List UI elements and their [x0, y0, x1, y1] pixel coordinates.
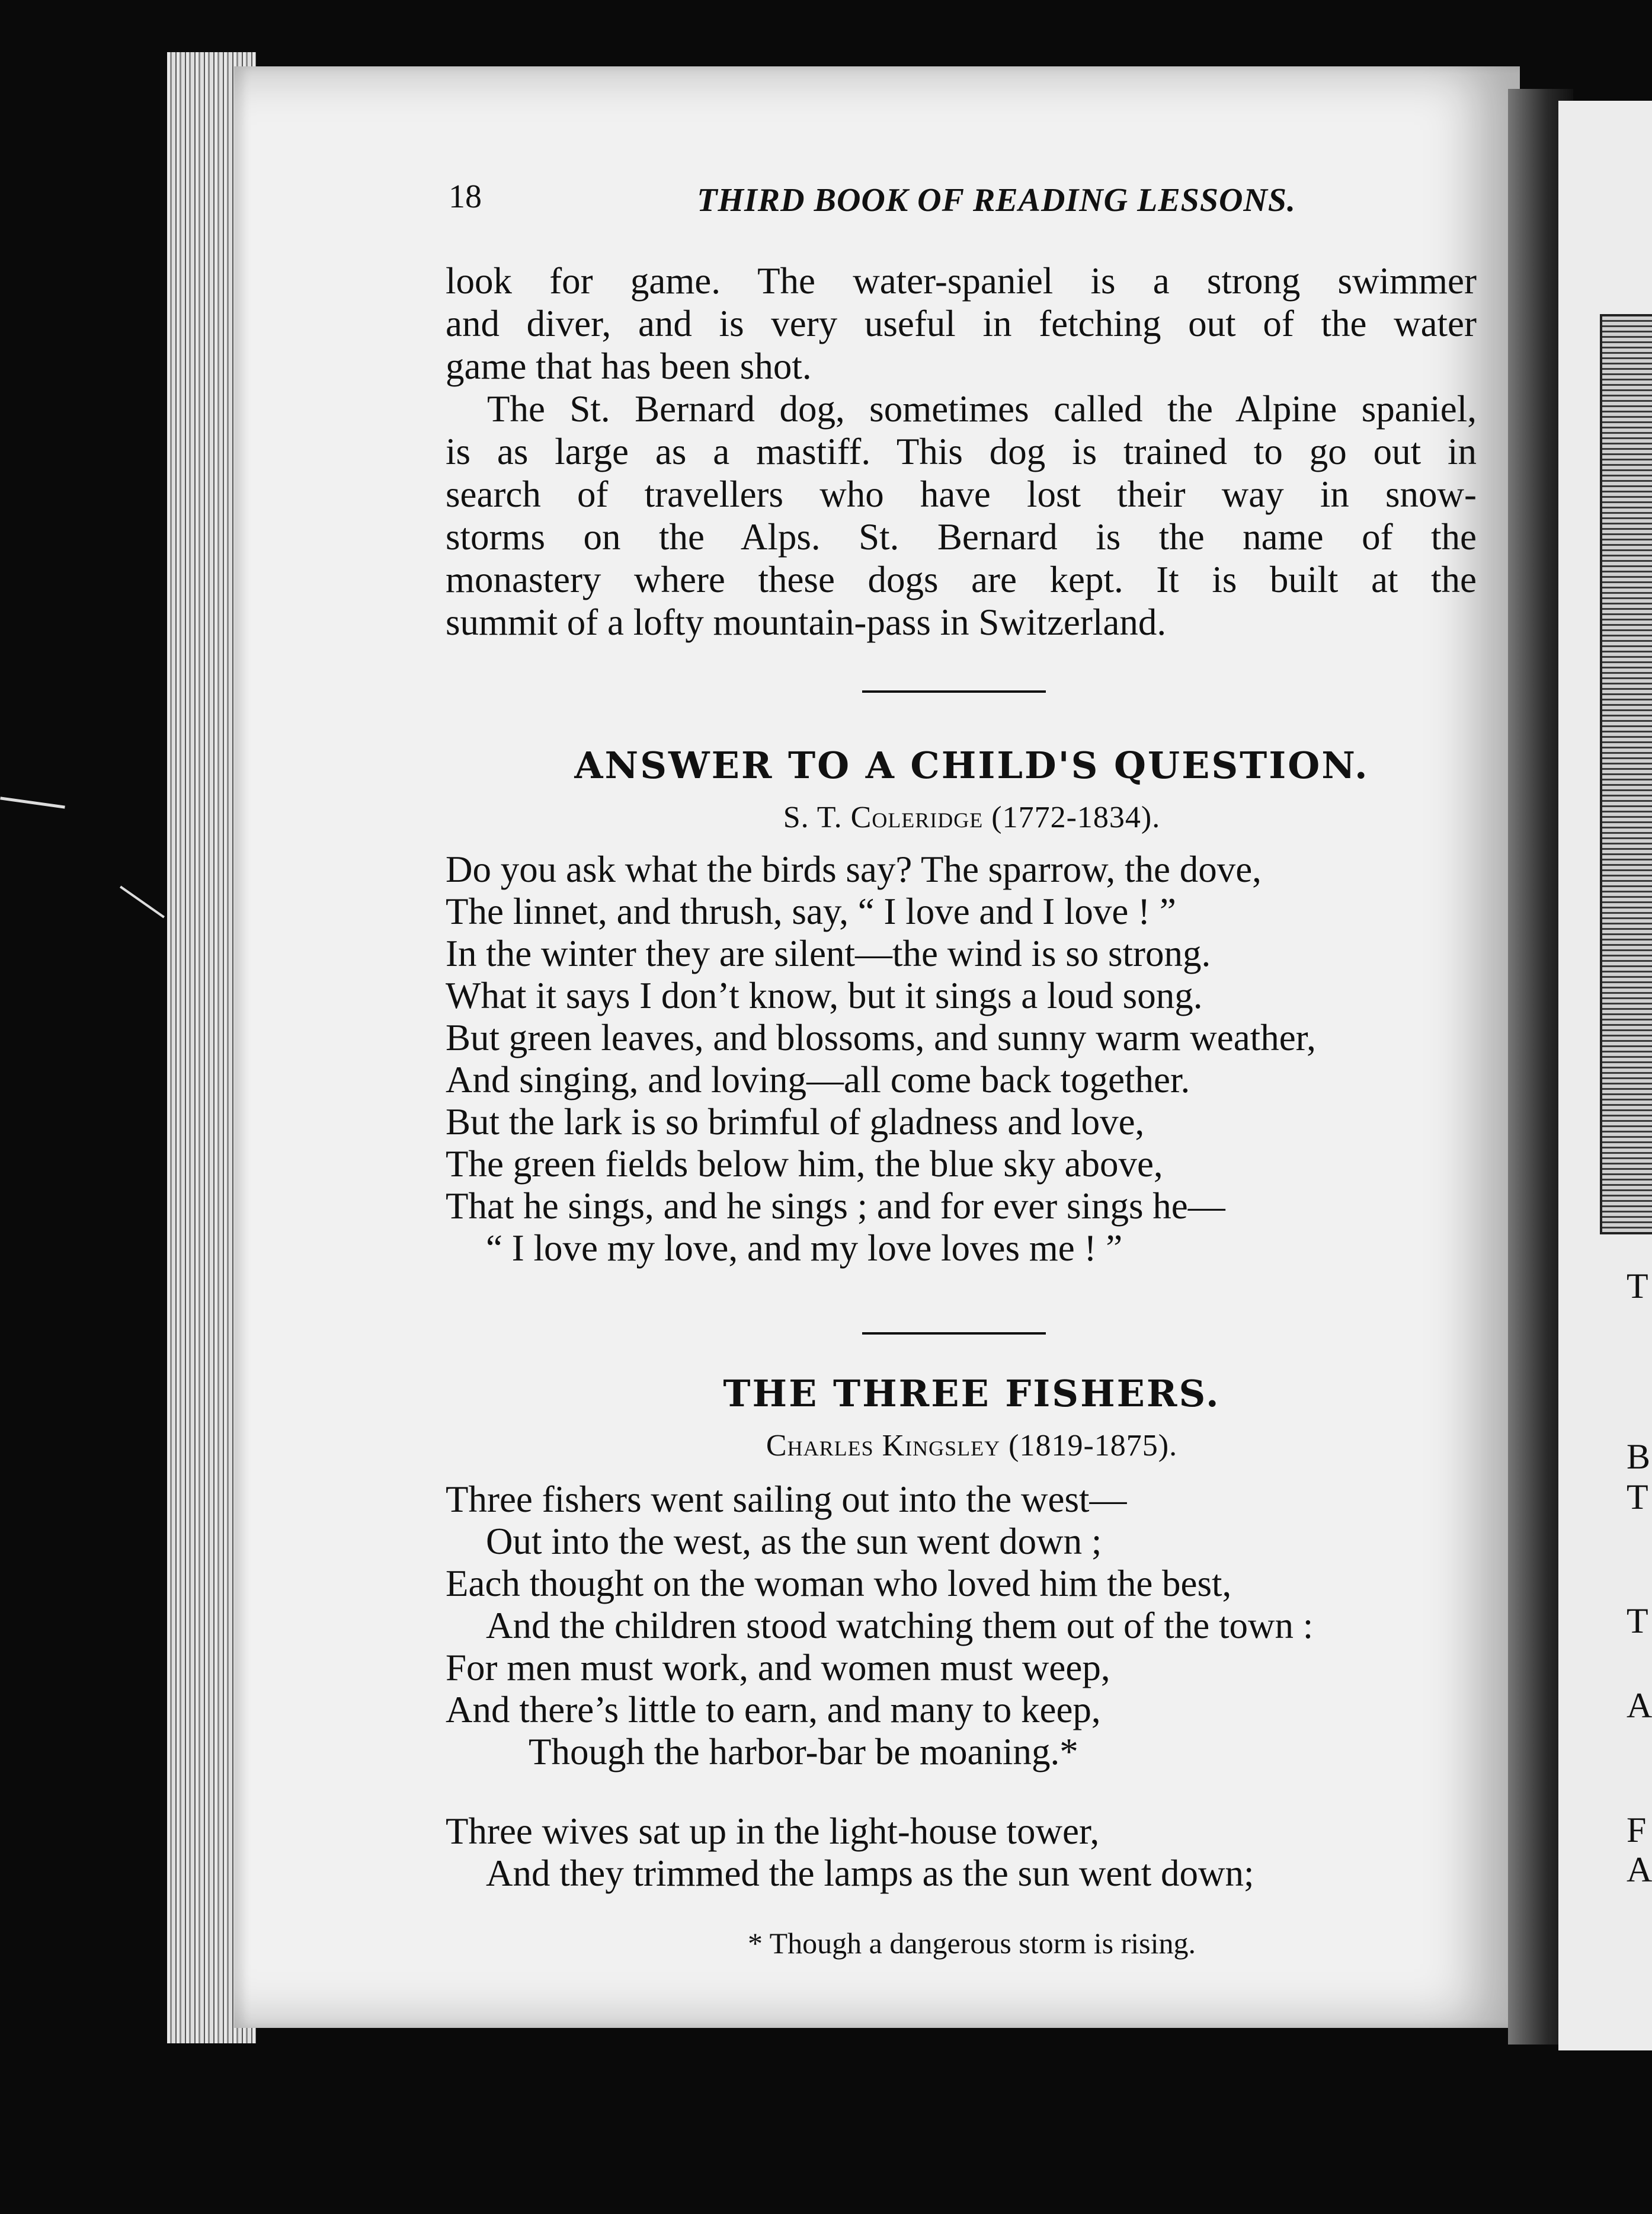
poem-line: For men must work, and women must weep,	[446, 1647, 1110, 1688]
poem-line: Three wives sat up in the light-house tower,	[446, 1810, 1100, 1852]
prose-section	[446, 260, 1477, 644]
poem-line: And the children stood watching them out of the town :	[486, 1605, 1314, 1646]
section-divider	[862, 690, 1046, 693]
facing-page-letter: B	[1627, 1437, 1651, 1476]
poem-line: And they trimmed the lamps as the sun went down;	[486, 1853, 1254, 1894]
poem-line: But the lark is so brimful of gladness and love,	[446, 1101, 1145, 1143]
facing-page-letter: A	[1627, 1850, 1652, 1889]
prose-line: search of travellers who have lost their way in snow-	[446, 473, 1477, 515]
poem-line: In the winter they are silent—the wind is so strong.	[446, 933, 1211, 974]
poem-line: The green fields below him, the blue sky above,	[446, 1143, 1163, 1185]
poem-line: Out into the west, as the sun went down ;	[486, 1521, 1102, 1562]
prose-line: summit of a lofty mountain-pass in Switzerland.	[446, 602, 1167, 643]
poem-line: Three fishers went sailing out into the west—	[446, 1479, 1127, 1520]
section-divider	[862, 1332, 1046, 1335]
prose-line: The St. Bernard dog, sometimes called the Alpine spaniel,	[487, 388, 1477, 430]
facing-page-illustration	[1600, 314, 1652, 1234]
prose-line: and diver, and is very useful in fetching out of the water	[446, 303, 1477, 344]
poem-body	[446, 1810, 1477, 1895]
page-number: 18	[449, 178, 482, 215]
poem-author: S. T. Coleridge (1772-1834).	[783, 801, 1161, 834]
facing-page-letter: T	[1627, 1477, 1648, 1516]
poem-author: Charles Kingsley (1819-1875).	[766, 1429, 1178, 1463]
scan-artifact	[0, 796, 65, 808]
facing-page-letter: T	[1627, 1266, 1648, 1306]
poem-line: And singing, and loving—all come back together.	[446, 1059, 1190, 1100]
poem-body	[446, 849, 1477, 1269]
poem-title: THE THREE FISHERS.	[723, 1372, 1221, 1415]
poem-line: “ I love my love, and my love loves me ! ”	[486, 1227, 1123, 1269]
poem-line: Do you ask what the birds say? The sparrow, the dove,	[446, 849, 1262, 890]
poem-line: That he sings, and he sings ; and for ever sings he—	[446, 1185, 1225, 1227]
poem-line: The linnet, and thrush, say, “ I love and I love ! ”	[446, 891, 1176, 932]
facing-page-letter: T	[1627, 1601, 1648, 1640]
facing-page-letter: F	[1627, 1810, 1647, 1850]
poem-line: And there’s little to earn, and many to keep,	[446, 1689, 1101, 1730]
poem-line: But green leaves, and blossoms, and sunny warm weather,	[446, 1017, 1316, 1058]
poem-line: Though the harbor-bar be moaning.*	[529, 1731, 1078, 1773]
footnote: * Though a dangerous storm is rising.	[748, 1927, 1196, 1960]
poem-title: ANSWER TO A CHILD'S QUESTION.	[574, 744, 1369, 787]
poem-body	[446, 1479, 1477, 1773]
poem-line: What it says I don’t know, but it sings a loud song.	[446, 975, 1203, 1016]
facing-page-letter: A	[1627, 1686, 1652, 1725]
prose-line: monastery where these dogs are kept. It is built at the	[446, 559, 1477, 600]
prose-line: game that has been shot.	[446, 345, 812, 387]
prose-line: is as large as a mastiff. This dog is trained to go out in	[446, 431, 1477, 472]
prose-line: look for game. The water-spaniel is a strong swimmer	[446, 260, 1477, 302]
poem-line: Each thought on the woman who loved him the best,	[446, 1563, 1232, 1604]
scan-artifact	[120, 886, 165, 919]
running-title: THIRD BOOK OF READING LESSONS.	[697, 182, 1296, 219]
prose-line: storms on the Alps. St. Bernard is the name of the	[446, 516, 1477, 558]
